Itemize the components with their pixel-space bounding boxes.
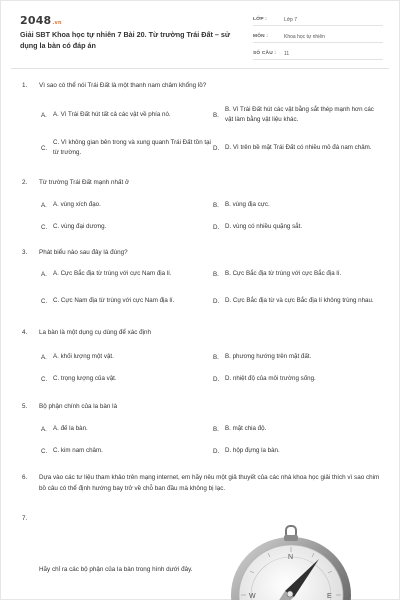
option-text: D. nhiệt độ của môi trường sống. <box>225 375 316 382</box>
option-d[interactable] <box>213 220 378 234</box>
option-c[interactable] <box>41 444 211 458</box>
option-letter: C. <box>41 223 48 231</box>
meta-key: LỚP : <box>253 17 268 22</box>
option-letter: D. <box>213 223 220 231</box>
question-5 <box>22 403 117 410</box>
option-letter: D. <box>213 297 220 305</box>
option-c[interactable] <box>41 287 211 315</box>
option-text: A. Cực Bắc địa từ trùng với cực Nam địa lí. <box>53 270 172 277</box>
option-b[interactable] <box>213 350 378 364</box>
question-number: 3. <box>22 249 28 256</box>
option-c[interactable] <box>41 220 211 234</box>
compass-label-n: N <box>288 554 294 561</box>
option-c[interactable] <box>41 134 211 162</box>
meta-row-class <box>253 14 383 26</box>
meta-row-count <box>253 48 383 60</box>
question-1 <box>22 82 206 89</box>
option-text: A. đế la bàn. <box>53 425 88 432</box>
option-letter: A. <box>41 201 47 209</box>
compass-pivot <box>287 591 293 597</box>
page-title: Giải SBT Khoa học tự nhiên 7 Bài 20. Từ trường Trái Đất – sử dụng la bàn có đáp án <box>20 30 231 50</box>
option-b[interactable] <box>213 101 378 129</box>
option-text: D. Cực Bắc địa từ và cực Bắc địa lí không trùng nhau. <box>225 297 374 304</box>
question-7 <box>22 515 39 522</box>
option-text: C. trọng lượng của vật. <box>53 375 117 382</box>
meta-key: SỐ CÂU : <box>253 51 277 56</box>
question-number: 7. <box>22 515 28 522</box>
option-b[interactable] <box>213 422 378 436</box>
meta-key: MÔN : <box>253 34 269 39</box>
question-number: 4. <box>22 329 28 336</box>
option-text: B. Vì Trái Đất hút các vật bằng sắt thép mạnh hơn các vật làm bằng vật liệu khác. <box>225 106 374 123</box>
option-text: B. Cực Bắc địa từ trùng với cực Bắc địa lí. <box>225 270 342 277</box>
option-letter: A. <box>41 425 47 433</box>
option-letter: C. <box>41 297 48 305</box>
option-letter: C. <box>41 447 48 455</box>
question-text: Vì sao có thể nói Trái Đất là một thanh nam châm khổng lồ? <box>39 82 207 89</box>
meta-table <box>253 14 383 65</box>
meta-value: Lớp 7 <box>284 16 298 23</box>
option-letter: A. <box>41 270 47 278</box>
compass-icon <box>227 521 351 600</box>
option-letter: C. <box>41 144 48 152</box>
question-6 <box>22 472 382 494</box>
option-letter: A. <box>41 353 47 361</box>
option-letter: B. <box>213 111 219 119</box>
option-d[interactable] <box>213 444 378 458</box>
question-text: Dựa vào các tư liệu tham khảo trên mạng internet, em hãy nêu một giả thuyết của các nhà khoa học giải thích vì sao chim bồ câu có thể định hướng bay trở về chỗ ban đầu mà không bị lạc. <box>39 474 380 492</box>
option-a[interactable] <box>41 422 211 436</box>
option-text: D. hộp đựng la bàn. <box>225 447 280 454</box>
question-4 <box>22 329 151 336</box>
option-b[interactable] <box>213 267 381 281</box>
question-text: Phát biểu nào sau đây là đúng? <box>39 249 128 256</box>
option-text: A. vùng xích đạo. <box>53 201 101 208</box>
compass-label-w: W <box>249 593 256 600</box>
compass-label-e: E <box>327 593 332 600</box>
question-number: 1. <box>22 82 28 89</box>
option-text: B. phương hướng trên mặt đất. <box>225 353 312 360</box>
option-c[interactable] <box>41 372 211 386</box>
site-logo[interactable] <box>20 14 62 27</box>
option-b[interactable] <box>213 198 378 212</box>
option-letter: A. <box>41 111 47 119</box>
meta-row-subject <box>253 31 383 43</box>
option-text: B. mặt chia độ. <box>225 425 267 432</box>
option-letter: D. <box>213 447 220 455</box>
option-d[interactable] <box>213 134 378 162</box>
question-number: 5. <box>22 403 28 410</box>
compass-image <box>227 521 351 600</box>
option-a[interactable] <box>41 350 211 364</box>
question-3 <box>22 249 128 256</box>
option-letter: D. <box>213 375 220 383</box>
option-text: C. kim nam châm. <box>53 447 103 454</box>
logo-main: 2048 <box>20 14 52 27</box>
option-text: C. Cực Nam địa từ trùng với cực Nam địa lí. <box>53 297 175 304</box>
option-d[interactable] <box>213 372 378 386</box>
question-text: La bàn là một dụng cụ dùng để xác định <box>39 329 152 336</box>
question-number: 2. <box>22 179 28 186</box>
question-number: 6. <box>22 474 28 481</box>
option-letter: B. <box>213 425 219 433</box>
compass-ring-base <box>284 535 298 541</box>
meta-value: 11 <box>284 50 290 57</box>
option-letter: B. <box>213 201 219 209</box>
option-text: A. khối lượng một vật. <box>53 353 114 360</box>
question-text: Bộ phận chính của la bàn là <box>39 403 118 410</box>
question-7-text: Hãy chỉ ra các bộ phận của la bàn trong hình dưới đây. <box>39 566 193 573</box>
option-text: C. Vì không gian bên trong và xung quanh Trái Đất tồn tại từ trường. <box>53 139 211 156</box>
option-letter: D. <box>213 144 220 152</box>
option-text: D. Vì trên bề mặt Trái Đất có nhiều mỏ đá nam châm. <box>225 144 372 151</box>
option-d[interactable] <box>213 287 378 315</box>
question-text: Từ trường Trái Đất mạnh nhất ở <box>39 179 130 186</box>
option-text: A. Vì Trái Đất hút tất cả các vật về phía nó. <box>53 111 171 118</box>
header-divider <box>11 68 389 69</box>
option-letter: C. <box>41 375 48 383</box>
question-2 <box>22 179 129 186</box>
option-text: D. vùng có nhiều quặng sắt. <box>225 223 303 230</box>
option-a[interactable] <box>41 198 211 212</box>
logo-suffix: .vn <box>52 20 62 26</box>
option-letter: B. <box>213 270 219 278</box>
option-a[interactable] <box>41 105 211 125</box>
option-a[interactable] <box>41 267 213 281</box>
meta-value: Khoa học tự nhiên <box>284 33 325 40</box>
option-text: C. vùng đại dương. <box>53 223 107 230</box>
option-letter: B. <box>213 353 219 361</box>
option-text: B. vùng địa cực. <box>225 201 270 208</box>
